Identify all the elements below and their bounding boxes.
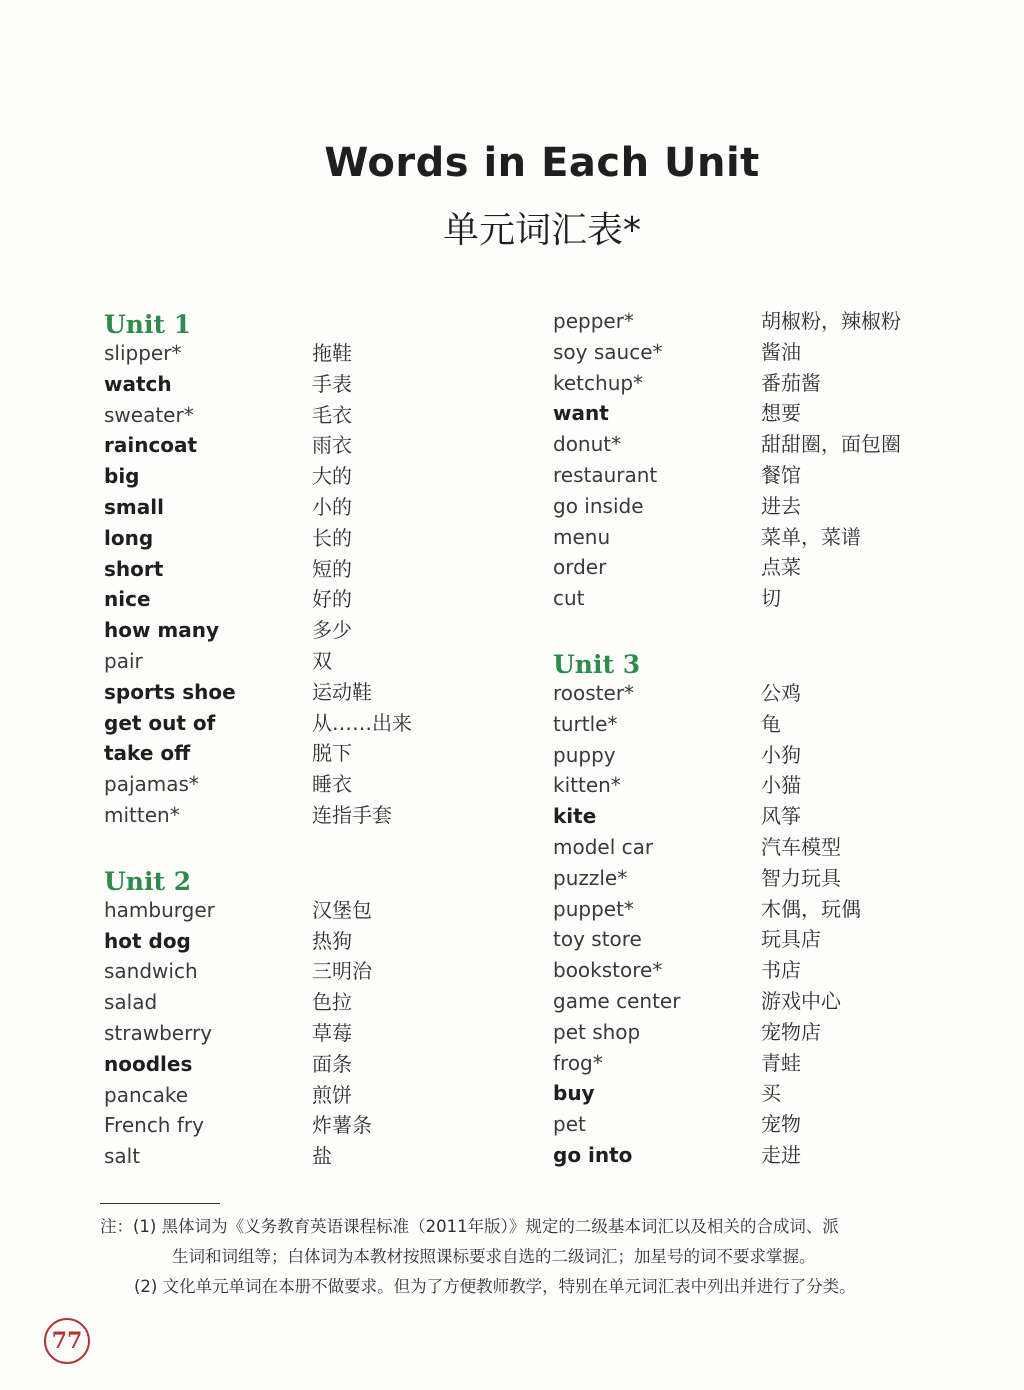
vocab-row	[553, 552, 973, 583]
chinese-meaning: 草莓	[312, 1020, 352, 1045]
english-word: sports shoe	[104, 679, 236, 704]
page-title: Words in Each Unit	[324, 140, 760, 186]
chinese-meaning: 脱下	[312, 741, 352, 766]
page-number-badge: 77	[44, 1318, 90, 1364]
footnote-divider	[100, 1203, 220, 1204]
chinese-meaning: 面条	[312, 1051, 352, 1076]
english-word: mitten*	[104, 802, 180, 827]
vocab-row	[104, 338, 484, 369]
english-word: puppet*	[553, 896, 634, 921]
chinese-meaning: 睡衣	[312, 772, 352, 797]
vocab-row	[553, 740, 973, 771]
chinese-meaning: 热狗	[312, 928, 352, 953]
chinese-meaning: 进去	[761, 493, 801, 518]
chinese-meaning: 从……出来	[312, 710, 412, 735]
english-word: French fry	[104, 1113, 204, 1138]
vocab-row	[553, 1078, 973, 1109]
chinese-meaning: 运动鞋	[312, 679, 372, 704]
chinese-meaning: 手表	[312, 371, 352, 396]
english-word: nice	[104, 587, 151, 612]
english-word: game center	[553, 988, 681, 1013]
vocab-row	[553, 583, 973, 614]
english-word: pancake	[104, 1082, 189, 1107]
chinese-meaning: 游戏中心	[761, 988, 841, 1013]
vocab-row	[104, 738, 484, 769]
english-word: small	[104, 494, 164, 519]
vocab-row	[104, 1049, 484, 1080]
vocab-row	[553, 832, 973, 863]
chinese-meaning: 风筝	[761, 804, 801, 829]
vocab-row	[553, 429, 973, 460]
vocab-row	[553, 955, 973, 986]
vocab-row	[553, 1048, 973, 1079]
vocab-row	[104, 615, 484, 646]
english-word: raincoat	[104, 433, 198, 458]
english-word: get out of	[104, 710, 216, 735]
chinese-meaning: 走进	[761, 1142, 801, 1167]
chinese-meaning: 好的	[312, 587, 352, 612]
english-word: short	[104, 556, 164, 581]
chinese-meaning: 小的	[312, 494, 352, 519]
chinese-meaning: 汽车模型	[761, 834, 841, 859]
chinese-meaning: 胡椒粉，辣椒粉	[761, 309, 901, 333]
vocab-row	[104, 369, 484, 400]
section-gap	[553, 614, 973, 646]
chinese-meaning: 木偶，玩偶	[761, 896, 861, 921]
unit-heading: Unit 3	[553, 649, 641, 679]
chinese-meaning: 玩具店	[761, 927, 821, 952]
vocab-row	[104, 461, 484, 492]
english-word: turtle*	[553, 711, 618, 736]
chinese-meaning: 长的	[312, 525, 352, 550]
english-word: hamburger	[104, 897, 215, 922]
vocab-row	[553, 863, 973, 894]
english-word: puppy	[553, 742, 616, 767]
chinese-meaning: 菜单，菜谱	[761, 524, 861, 549]
english-word: kitten*	[553, 773, 621, 798]
vocab-row	[553, 801, 973, 832]
english-word: puzzle*	[553, 865, 628, 890]
vocab-row	[104, 646, 484, 677]
vocab-row	[104, 956, 484, 987]
chinese-meaning: 汉堡包	[312, 897, 372, 922]
vocab-row	[553, 1140, 973, 1171]
english-word: sweater*	[104, 402, 194, 427]
vocab-row	[104, 769, 484, 800]
english-word: noodles	[104, 1051, 193, 1076]
vocab-row	[104, 1141, 484, 1172]
vocab-row	[553, 678, 973, 709]
chinese-meaning: 雨衣	[312, 433, 352, 458]
unit-heading: Unit 2	[104, 866, 192, 896]
chinese-meaning: 宠物	[761, 1112, 801, 1137]
english-word: pet	[553, 1112, 586, 1137]
chinese-meaning: 拖鞋	[312, 341, 352, 365]
chinese-meaning: 甜甜圈，面包圈	[761, 432, 901, 457]
chinese-meaning: 大的	[312, 464, 352, 489]
vocab-row	[553, 1017, 973, 1048]
vocab-row	[104, 926, 484, 957]
english-word: strawberry	[104, 1020, 213, 1045]
vocab-row	[553, 709, 973, 740]
vocab-row	[553, 491, 973, 522]
chinese-meaning: 色拉	[312, 990, 352, 1015]
vocab-row	[553, 306, 973, 337]
english-word: restaurant	[553, 462, 658, 487]
english-word: go into	[553, 1142, 633, 1167]
chinese-meaning: 龟	[761, 711, 781, 736]
unit-heading: Unit 1	[104, 310, 192, 339]
english-word: pair	[104, 648, 143, 673]
english-word: big	[104, 464, 140, 489]
english-word: pajamas*	[104, 772, 199, 797]
chinese-meaning: 多少	[312, 618, 352, 643]
english-word: how many	[104, 618, 220, 643]
chinese-meaning: 智力玩具	[761, 865, 841, 890]
section-gap	[104, 831, 484, 863]
english-word: menu	[553, 524, 611, 549]
english-word: pet shop	[553, 1019, 641, 1044]
vocab-row	[104, 400, 484, 431]
vocab-row	[104, 1080, 484, 1111]
page-subtitle: 单元词汇表*	[442, 210, 641, 251]
chinese-meaning: 毛衣	[312, 402, 352, 427]
chinese-meaning: 想要	[761, 401, 801, 426]
chinese-meaning: 点菜	[761, 555, 801, 580]
english-word: rooster*	[553, 680, 635, 705]
english-word: donut*	[553, 432, 622, 457]
chinese-meaning: 切	[761, 586, 781, 611]
vocab-row	[104, 895, 484, 926]
chinese-meaning: 短的	[312, 556, 352, 581]
vocab-row	[104, 523, 484, 554]
english-word: hot dog	[104, 928, 191, 953]
vocab-row	[104, 492, 484, 523]
english-word: toy store	[553, 927, 642, 952]
left-column	[104, 306, 484, 1172]
chinese-meaning: 盐	[312, 1144, 332, 1169]
english-word: salad	[104, 990, 158, 1015]
chinese-meaning: 餐馆	[761, 462, 801, 487]
english-word: pepper*	[553, 309, 634, 333]
chinese-meaning: 公鸡	[761, 680, 801, 705]
chinese-meaning: 双	[312, 648, 332, 673]
english-word: frog*	[553, 1050, 603, 1075]
chinese-meaning: 青蛙	[761, 1050, 801, 1075]
vocab-row	[104, 554, 484, 585]
english-word: salt	[104, 1144, 141, 1169]
vocab-row	[553, 368, 973, 399]
chinese-meaning: 炸薯条	[312, 1113, 372, 1138]
footnotes	[100, 1212, 980, 1302]
chinese-meaning: 买	[761, 1081, 781, 1106]
chinese-meaning: 小猫	[761, 773, 801, 798]
english-word: slipper*	[104, 341, 182, 365]
vocab-row	[104, 987, 484, 1018]
chinese-meaning: 宠物店	[761, 1019, 821, 1044]
vocab-row	[104, 708, 484, 739]
english-word: want	[553, 401, 609, 426]
vocab-row	[553, 398, 973, 429]
english-word: bookstore*	[553, 958, 663, 983]
english-word: go inside	[553, 493, 644, 518]
vocab-row	[104, 800, 484, 831]
chinese-meaning: 酱油	[761, 339, 801, 364]
footnote-1-line-1: 注：(1) 黑体词为《义务教育英语课程标准（2011年版）》规定的二级基本词汇以及相关的合成词、派	[100, 1217, 839, 1236]
vocab-row	[553, 460, 973, 491]
vocab-row	[553, 522, 973, 553]
chinese-meaning: 番茄酱	[761, 370, 821, 395]
english-word: order	[553, 555, 607, 580]
vocab-row	[104, 1110, 484, 1141]
footnote-2: (2) 文化单元单词在本册不做要求。但为了方便教师教学，特别在单元词汇表中列出并进行了分类。	[134, 1277, 856, 1296]
vocab-row	[553, 924, 973, 955]
vocab-row	[553, 770, 973, 801]
vocab-row	[553, 337, 973, 368]
chinese-meaning: 书店	[761, 958, 801, 983]
vocab-row	[104, 1018, 484, 1049]
vocab-row	[553, 1109, 973, 1140]
vocab-row	[104, 430, 484, 461]
chinese-meaning: 小狗	[761, 742, 801, 767]
chinese-meaning: 三明治	[312, 959, 372, 984]
english-word: long	[104, 525, 154, 550]
english-word: ketchup*	[553, 370, 644, 395]
chinese-meaning: 煎饼	[312, 1082, 352, 1107]
vocab-row	[553, 986, 973, 1017]
footnote-1-line-2: 生词和词组等；白体词为本教材按照课标要求自选的二级词汇；加星号的词不要求掌握。	[172, 1247, 816, 1266]
vocab-row	[104, 677, 484, 708]
english-word: sandwich	[104, 959, 198, 984]
chinese-meaning: 连指手套	[312, 802, 392, 827]
english-word: model car	[553, 834, 654, 859]
english-word: buy	[553, 1081, 595, 1106]
english-word: cut	[553, 586, 585, 611]
english-word: kite	[553, 804, 597, 829]
english-word: take off	[104, 741, 191, 766]
right-column	[553, 306, 973, 1171]
vocab-row	[553, 894, 973, 925]
english-word: watch	[104, 371, 172, 396]
english-word: soy sauce*	[553, 339, 663, 364]
vocab-row	[104, 584, 484, 615]
